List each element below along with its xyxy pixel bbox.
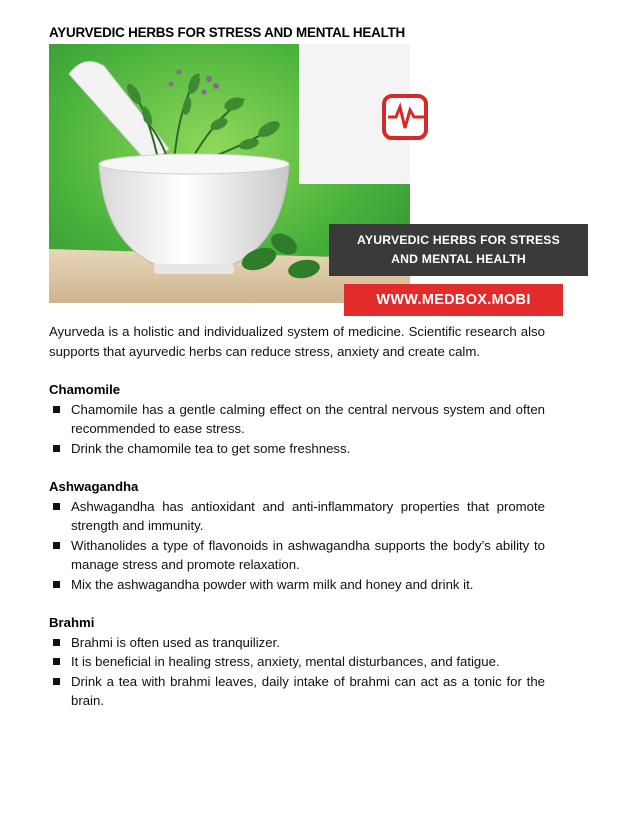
hero-url: WWW.MEDBOX.MOBI xyxy=(344,284,563,316)
section-heading: Ashwagandha xyxy=(49,479,139,494)
list-item xyxy=(49,536,545,575)
hero-image xyxy=(49,44,560,308)
page-title: AYURVEDIC HERBS FOR STRESS AND MENTAL HEALTH xyxy=(49,25,406,40)
list-item xyxy=(49,497,545,536)
list-item xyxy=(49,672,545,711)
square-bullet-icon xyxy=(53,658,60,665)
bullet-list xyxy=(49,633,545,711)
list-item-text: Ashwagandha has antioxidant and anti-inflammatory properties that promote strength and immunity. xyxy=(71,498,545,533)
list-item-text: Drink the chamomile tea to get some freshness. xyxy=(71,440,351,456)
section-ashwagandha xyxy=(49,477,545,594)
hero-banner-line2: AND MENTAL HEALTH xyxy=(391,252,526,266)
square-bullet-icon xyxy=(53,678,60,685)
list-item-text: Chamomile has a gentle calming effect on the central nervous system and often recommended to ease stress. xyxy=(71,401,545,436)
list-item-text: Drink a tea with brahmi leaves, daily intake of brahmi can act as a tonic for the brain. xyxy=(71,673,545,708)
section-heading: Chamomile xyxy=(49,382,121,397)
document-body xyxy=(49,322,545,711)
intro-paragraph: Ayurveda is a holistic and individualized system of medicine. Scientific research also supports that ayurvedic herbs can reduce stress, anxiety and create calm. xyxy=(49,324,545,359)
square-bullet-icon xyxy=(53,445,60,452)
list-item xyxy=(49,652,545,672)
square-bullet-icon xyxy=(53,542,60,549)
hero-banner-line1: AYURVEDIC HERBS FOR STRESS xyxy=(357,233,560,247)
square-bullet-icon xyxy=(53,581,60,588)
list-item-text: Brahmi is often used as tranquilizer. xyxy=(71,634,280,650)
list-item xyxy=(49,575,545,595)
list-item xyxy=(49,400,545,439)
list-item-text: It is beneficial in healing stress, anxiety, mental disturbances, and fatigue. xyxy=(71,654,500,669)
list-item xyxy=(49,633,545,653)
section-heading: Brahmi xyxy=(49,615,95,630)
list-item-text: Withanolides a type of flavonoids in ashwagandha supports the body’s ability to manage stress and promote relaxation. xyxy=(71,537,545,572)
square-bullet-icon xyxy=(53,406,60,413)
section-brahmi xyxy=(49,613,545,711)
heartbeat-logo-icon xyxy=(384,96,426,138)
bullet-list xyxy=(49,497,545,595)
square-bullet-icon xyxy=(53,639,60,646)
hero-banner xyxy=(329,224,588,276)
list-item xyxy=(49,439,545,459)
bullet-list xyxy=(49,400,545,459)
section-chamomile xyxy=(49,380,545,458)
list-item-text: Mix the ashwagandha powder with warm milk and honey and drink it. xyxy=(71,576,474,592)
square-bullet-icon xyxy=(53,503,60,510)
